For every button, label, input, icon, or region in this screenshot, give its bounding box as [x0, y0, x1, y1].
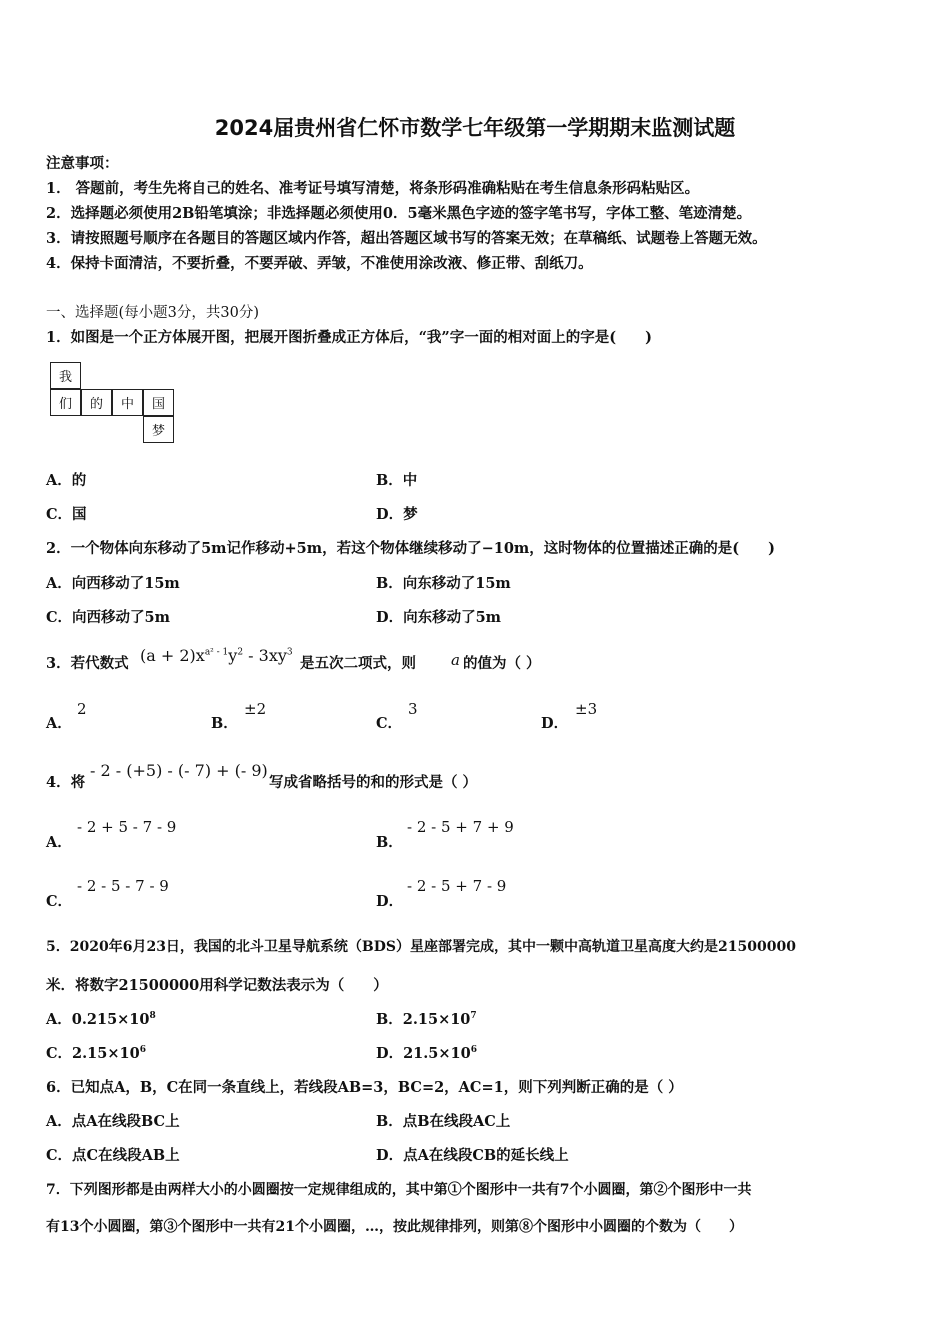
net-cell: 梦	[143, 416, 174, 443]
cube-net-figure	[50, 362, 180, 448]
q5-option-c[interactable]: C．$2.15\times 10^6$	[46, 1045, 146, 1062]
notice-heading: 注意事项：	[46, 155, 119, 172]
q3-option-b-value: ±2	[244, 700, 267, 718]
q1-option-c[interactable]: C．国	[46, 506, 87, 523]
q4-option-b-label[interactable]: B．	[376, 834, 403, 851]
q5-line-2: 米．将数字21500000用科学记数法表示为（ ）	[46, 977, 388, 994]
q3-suffix-2: 的值为（ ）	[463, 655, 541, 672]
q3-option-c-value: 3	[408, 700, 418, 718]
q1-option-d[interactable]: D．梦	[376, 506, 418, 523]
q1-stem: 1．如图是一个正方体展开图，把展开图折叠成正方体后，“我”字一面的相对面上的字是( )	[46, 329, 652, 346]
q3-expression: $(a + 2)x^{a^2 - 1}y^2 - 3xy^3$	[140, 646, 293, 665]
q2-option-d[interactable]: D．向东移动了5m	[376, 609, 502, 626]
q4-option-d-label[interactable]: D．	[376, 893, 404, 910]
q6-option-c[interactable]: C．点C在线段AB上	[46, 1147, 180, 1164]
q2-stem: 2．一个物体向东移动了5m记作移动+5m，若这个物体继续移动了−10m，这时物体的位置描述正确的是( )	[46, 540, 775, 557]
net-cell: 我	[50, 362, 81, 389]
q7-line-2: 有13个小圆圈，第③个图形中一共有21个小圆圈，…，按此规律排列，则第⑧个图形中小圆圈的个数为（ ）	[46, 1219, 743, 1235]
q3-option-a-label[interactable]: A．	[46, 715, 72, 732]
q3-prefix: 3．若代数式	[46, 655, 129, 672]
q3-variable: a	[451, 651, 460, 669]
q6-stem: 6．已知点A，B，C在同一条直线上，若线段AB=3，BC=2，AC=1，则下列判断正确的是（ ）	[46, 1079, 683, 1096]
q4-option-c-label[interactable]: C．	[46, 893, 73, 910]
section-heading: 一、选择题(每小题3分，共30分)	[46, 305, 259, 321]
notice-item-4: 4．保持卡面清洁，不要折叠，不要弄破、弄皱，不准使用涂改液、修正带、刮纸刀。	[46, 255, 593, 272]
notice-item-3: 3．请按照题号顺序在各题目的答题区域内作答，超出答题区域书写的答案无效；在草稿纸、试题卷上答题无效。	[46, 230, 767, 247]
net-cell: 中	[112, 389, 143, 416]
q1-option-b[interactable]: B．中	[376, 472, 418, 489]
q1-option-a[interactable]: A．的	[46, 472, 87, 489]
q4-option-a-label[interactable]: A．	[46, 834, 72, 851]
q5-option-b[interactable]: B．$2.15\times 10^7$	[376, 1011, 477, 1028]
q3-option-d-label[interactable]: D．	[541, 715, 569, 732]
q4-prefix: 4．将	[46, 774, 86, 791]
q4-option-b-value: - 2 - 5 + 7 + 9	[407, 818, 514, 836]
page-title: 2024届贵州省仁怀市数学七年级第一学期期末监测试题	[214, 116, 736, 140]
notice-item-2: 2．选择题必须使用2B铅笔填涂；非选择题必须使用0．5毫米黑色字迹的签字笔书写，字体工整、笔迹清楚。	[46, 205, 752, 222]
q5-option-a[interactable]: A．$0.215\times 10^8$	[46, 1011, 156, 1028]
q2-option-c[interactable]: C．向西移动了5m	[46, 609, 170, 626]
q3-option-d-value: ±3	[575, 700, 598, 718]
q5-line-1: 5．2020年6月23日，我国的北斗卫星导航系统（BDS）星座部署完成，其中一颗中高轨道卫星高度大约是21500000	[46, 939, 796, 955]
notice-item-1: 1． 答题前，考生先将自己的姓名、准考证号填写清楚，将条形码准确粘贴在考生信息条形码粘贴区。	[46, 180, 700, 197]
q2-option-a[interactable]: A．向西移动了15m	[46, 575, 180, 592]
q5-option-d[interactable]: D．$21.5\times 10^6$	[376, 1045, 477, 1062]
net-cell: 们	[50, 389, 81, 416]
q6-option-b[interactable]: B．点B在线段AC上	[376, 1113, 511, 1130]
q2-option-b[interactable]: B．向东移动了15m	[376, 575, 511, 592]
q4-suffix: 写成省略括号的和的形式是（ ）	[269, 774, 478, 791]
q7-line-1: 7．下列图形都是由两样大小的小圆圈按一定规律组成的，其中第①个图形中一共有7个小圆圈，第②个图形中一共	[46, 1182, 752, 1198]
q3-option-a-value: 2	[77, 700, 87, 718]
q4-expression: - 2 - (+5) - (- 7) + (- 9)	[90, 761, 268, 780]
q6-option-d[interactable]: D．点A在线段CB的延长线上	[376, 1147, 569, 1164]
q3-suffix-1: 是五次二项式，则	[300, 655, 416, 672]
net-cell: 的	[81, 389, 112, 416]
q6-option-a[interactable]: A．点A在线段BC上	[46, 1113, 180, 1130]
q3-option-b-label[interactable]: B．	[211, 715, 238, 732]
q4-option-d-value: - 2 - 5 + 7 - 9	[407, 877, 507, 895]
q3-option-c-label[interactable]: C．	[376, 715, 403, 732]
q4-option-c-value: - 2 - 5 - 7 - 9	[77, 877, 169, 895]
q4-option-a-value: - 2 + 5 - 7 - 9	[77, 818, 177, 836]
net-cell: 国	[143, 389, 174, 416]
